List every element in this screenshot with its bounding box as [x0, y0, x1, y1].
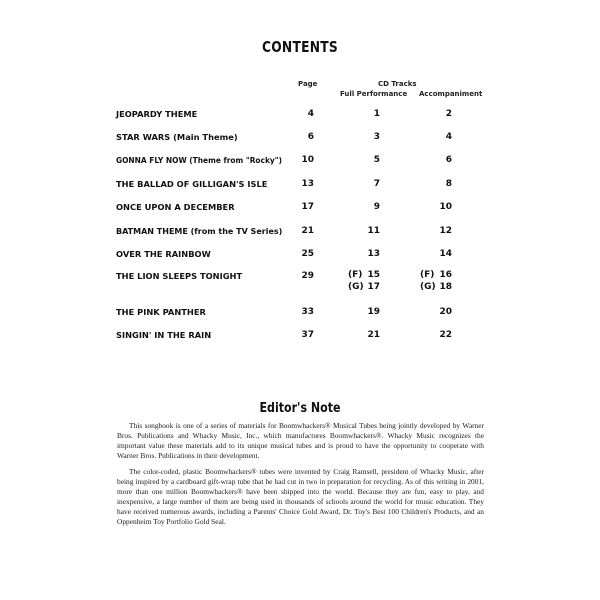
- track-variant: [412, 269, 452, 281]
- song-title: STAR WARS (Main Theme): [116, 132, 238, 142]
- accompaniment-header: Accompaniment: [419, 90, 483, 98]
- accompaniment-track: 22: [439, 330, 452, 340]
- song-title: GONNA FLY NOW (Theme from "Rocky"): [116, 155, 283, 165]
- full-performance-track: 5: [373, 155, 380, 165]
- full-performance-track: 13: [367, 249, 380, 259]
- track-number: 18: [439, 282, 452, 292]
- contents-entry: [0, 330, 600, 344]
- full-performance-header: Full Performance: [340, 90, 408, 98]
- song-title: THE LION SLEEPS TONIGHT: [116, 271, 243, 281]
- track-number: 15: [367, 270, 380, 280]
- contents-entry: [0, 202, 600, 216]
- contents-entry: [0, 179, 600, 193]
- accompaniment-track: 8: [445, 179, 452, 189]
- contents-entry: [0, 249, 600, 263]
- contents-heading: CONTENTS: [261, 38, 339, 56]
- editors-note-heading: Editor's Note: [259, 401, 341, 416]
- track-variant: [340, 281, 380, 293]
- page-number: 21: [301, 226, 314, 236]
- page-number: 25: [301, 249, 314, 259]
- track-key: (F): [420, 270, 435, 280]
- accompaniment-track: 2: [445, 109, 452, 119]
- page-number: 6: [307, 132, 314, 142]
- page-number: 13: [301, 179, 314, 189]
- accompaniment-track: 14: [439, 249, 452, 259]
- accompaniment-track: 6: [445, 155, 452, 165]
- track-key: (G): [420, 282, 436, 292]
- full-performance-track: 9: [373, 202, 380, 212]
- track-variant: [340, 269, 380, 281]
- track-number: 17: [367, 282, 380, 292]
- full-performance-track: 7: [373, 179, 380, 189]
- page-number: 33: [301, 307, 314, 317]
- page-number: 4: [307, 109, 314, 119]
- full-performance-track: 3: [373, 132, 380, 142]
- song-title: OVER THE RAINBOW: [116, 249, 211, 259]
- accompaniment-track: 4: [445, 132, 452, 142]
- full-performance-track: 19: [367, 307, 380, 317]
- song-title: ONCE UPON A DECEMBER: [116, 202, 235, 212]
- song-title: JEOPARDY THEME: [116, 109, 198, 119]
- song-title: THE PINK PANTHER: [116, 307, 206, 317]
- contents-entry: [0, 226, 600, 240]
- full-performance-track: [340, 269, 380, 293]
- editors-note-paragraph-1: This songbook is one of a series of materials for Boomwhackers® Musical Tubes being jointly developed by Warner Bros. Publications and Whacky Music, Inc., which manufactures Boomwhackers®. Whacky Music recognizes the important value these materials add to its unique musical tubes and is proud to have the opportunity to cooperate with Warner Bros. Publications in their development.: [117, 421, 484, 460]
- contents-entry: [0, 109, 600, 123]
- accompaniment-track: [412, 269, 452, 293]
- track-key: (F): [348, 270, 363, 280]
- track-variant: [412, 281, 452, 293]
- accompaniment-track: 12: [439, 226, 452, 236]
- full-performance-track: 21: [367, 330, 380, 340]
- full-performance-track: 11: [367, 226, 380, 236]
- track-number: 16: [439, 270, 452, 280]
- accompaniment-track: 20: [439, 307, 452, 317]
- page-column-header: Page: [298, 80, 318, 88]
- cd-tracks-header: CD Tracks: [378, 80, 417, 88]
- accompaniment-track: 10: [439, 202, 452, 212]
- contents-entry: [0, 155, 600, 169]
- page-number: 10: [301, 155, 314, 165]
- track-key: (G): [348, 282, 364, 292]
- full-performance-track: 1: [373, 109, 380, 119]
- song-title: SINGIN' IN THE RAIN: [116, 330, 212, 340]
- page-number: 37: [301, 330, 314, 340]
- contents-entry: [0, 307, 600, 321]
- contents-entry: [0, 270, 600, 292]
- song-title: BATMAN THEME (from the TV Series): [116, 226, 283, 236]
- contents-entry: [0, 132, 600, 146]
- page-number: 29: [301, 271, 314, 281]
- editors-note-paragraph-2: The color-coded, plastic Boomwhackers® tubes were invented by Craig Ramsell, president of Whacky Music, after being inspired by a cardboard gift-wrap tube that he had cut in two in preparation for recycling. As of this writing in 2001, more than one million Boomwhackers® have been shipped into the world. Because they are fun, easy to play, and inexpensive, a large number of them are being used in thousands of schools around the world for music education. They have received numerous awards, including a Parents' Choice Gold Award, Dr. Toy's Best 100 Children's Products, and an Oppenheim Toy Portfolio Gold Seal.: [117, 467, 484, 526]
- page-number: 17: [301, 202, 314, 212]
- song-title: THE BALLAD OF GILLIGAN'S ISLE: [116, 179, 268, 189]
